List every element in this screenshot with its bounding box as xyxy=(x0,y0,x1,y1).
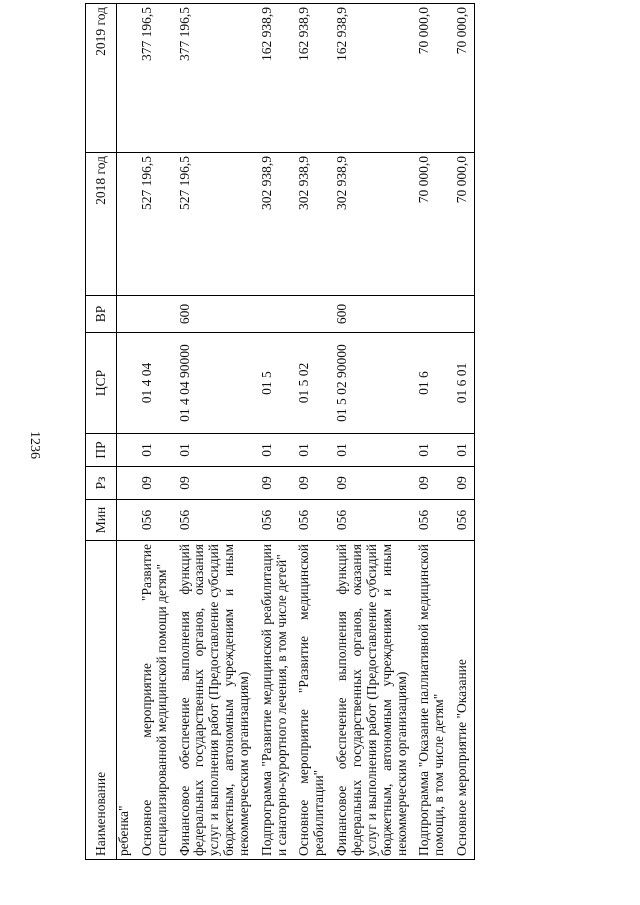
cell-2018: 70 000,0 xyxy=(451,153,474,296)
cell-rz: 09 xyxy=(293,467,331,500)
budget-table xyxy=(85,3,475,860)
header-vr: ВР xyxy=(86,296,117,333)
cell-rz: 09 xyxy=(136,467,174,500)
cell-name: ребенка" xyxy=(117,541,136,860)
cell-name: Основное мероприятие "Развитие медицинской реабилитации" xyxy=(293,541,331,860)
cell-2019: 162 938,9 xyxy=(293,4,331,153)
table-row xyxy=(117,4,136,860)
header-2018: 2018 год xyxy=(86,153,117,296)
cell-pr: 01 xyxy=(136,434,174,467)
cell-2019: 162 938,9 xyxy=(256,4,294,153)
cell-rz: 09 xyxy=(331,467,413,500)
cell-vr xyxy=(451,296,474,333)
table-row xyxy=(174,4,256,860)
cell-min: 056 xyxy=(256,500,294,541)
cell-min xyxy=(117,500,136,541)
cell-2018: 302 938,9 xyxy=(293,153,331,296)
cell-2019: 377 196,5 xyxy=(136,4,174,153)
cell-csr: 01 5 02 90000 xyxy=(331,333,413,434)
table-header xyxy=(86,4,117,860)
cell-2019: 377 196,5 xyxy=(174,4,256,153)
table-row xyxy=(331,4,413,860)
header-min: Мин xyxy=(86,500,117,541)
header-row xyxy=(86,4,117,860)
table-row xyxy=(413,4,451,860)
cell-name: Основное мероприятие "Оказание xyxy=(451,541,474,860)
cell-pr xyxy=(117,434,136,467)
cell-csr: 01 6 01 xyxy=(451,333,474,434)
header-2019: 2019 год xyxy=(86,4,117,153)
cell-csr: 01 4 04 xyxy=(136,333,174,434)
header-csr: ЦСР xyxy=(86,333,117,434)
page-number: 1236 xyxy=(27,431,42,459)
header-rz: Рз xyxy=(86,467,117,500)
cell-2018: 527 196,5 xyxy=(174,153,256,296)
header-name: Наименование xyxy=(86,541,117,860)
cell-2018: 302 938,9 xyxy=(331,153,413,296)
cell-name: Финансовое обеспечение выполнения функций федеральных государственных органов, оказания услуг и выполнения работ (Предоставление субсидий бюджетным, автономным учреждениям и иным некоммерческим организациям) xyxy=(174,541,256,860)
cell-rz xyxy=(117,467,136,500)
cell-rz: 09 xyxy=(451,467,474,500)
cell-pr: 01 xyxy=(174,434,256,467)
cell-2018: 302 938,9 xyxy=(256,153,294,296)
cell-vr: 600 xyxy=(331,296,413,333)
cell-csr xyxy=(117,333,136,434)
cell-2019: 162 938,9 xyxy=(331,4,413,153)
cell-min: 056 xyxy=(331,500,413,541)
header-pr: ПР xyxy=(86,434,117,467)
cell-2019 xyxy=(117,4,136,153)
cell-rz: 09 xyxy=(174,467,256,500)
cell-min: 056 xyxy=(451,500,474,541)
cell-2019: 70 000,0 xyxy=(451,4,474,153)
cell-pr: 01 xyxy=(331,434,413,467)
cell-name: Основное мероприятие "Развитие специализированной медицинской помощи детям" xyxy=(136,541,174,860)
cell-2019: 70 000,0 xyxy=(413,4,451,153)
cell-name: Финансовое обеспечение выполнения функций федеральных государственных органов, оказания услуг и выполнения работ (Предоставление субсидий бюджетным, автономным учреждениям и иным некоммерческим организациям) xyxy=(331,541,413,860)
table-row xyxy=(451,4,474,860)
cell-vr: 600 xyxy=(174,296,256,333)
rotated-table-container xyxy=(85,7,605,860)
table-row xyxy=(293,4,331,860)
cell-pr: 01 xyxy=(451,434,474,467)
cell-min: 056 xyxy=(136,500,174,541)
cell-vr xyxy=(136,296,174,333)
cell-2018: 527 196,5 xyxy=(136,153,174,296)
cell-csr: 01 5 02 xyxy=(293,333,331,434)
cell-pr: 01 xyxy=(293,434,331,467)
cell-name: Подпрограмма "Развитие медицинской реабилитации и санаторно-курортного лечения, в том числе детей" xyxy=(256,541,294,860)
cell-min: 056 xyxy=(174,500,256,541)
cell-csr: 01 4 04 90000 xyxy=(174,333,256,434)
cell-rz: 09 xyxy=(256,467,294,500)
cell-csr: 01 6 xyxy=(413,333,451,434)
table-body xyxy=(117,4,475,860)
cell-csr: 01 5 xyxy=(256,333,294,434)
table-row xyxy=(256,4,294,860)
cell-vr xyxy=(117,296,136,333)
table-row xyxy=(136,4,174,860)
cell-rz: 09 xyxy=(413,467,451,500)
cell-vr xyxy=(293,296,331,333)
cell-vr xyxy=(256,296,294,333)
cell-vr xyxy=(413,296,451,333)
cell-pr: 01 xyxy=(413,434,451,467)
cell-min: 056 xyxy=(413,500,451,541)
cell-min: 056 xyxy=(293,500,331,541)
cell-2018 xyxy=(117,153,136,296)
cell-2018: 70 000,0 xyxy=(413,153,451,296)
cell-name: Подпрограмма "Оказание паллиативной медицинской помощи, в том числе детям" xyxy=(413,541,451,860)
cell-pr: 01 xyxy=(256,434,294,467)
